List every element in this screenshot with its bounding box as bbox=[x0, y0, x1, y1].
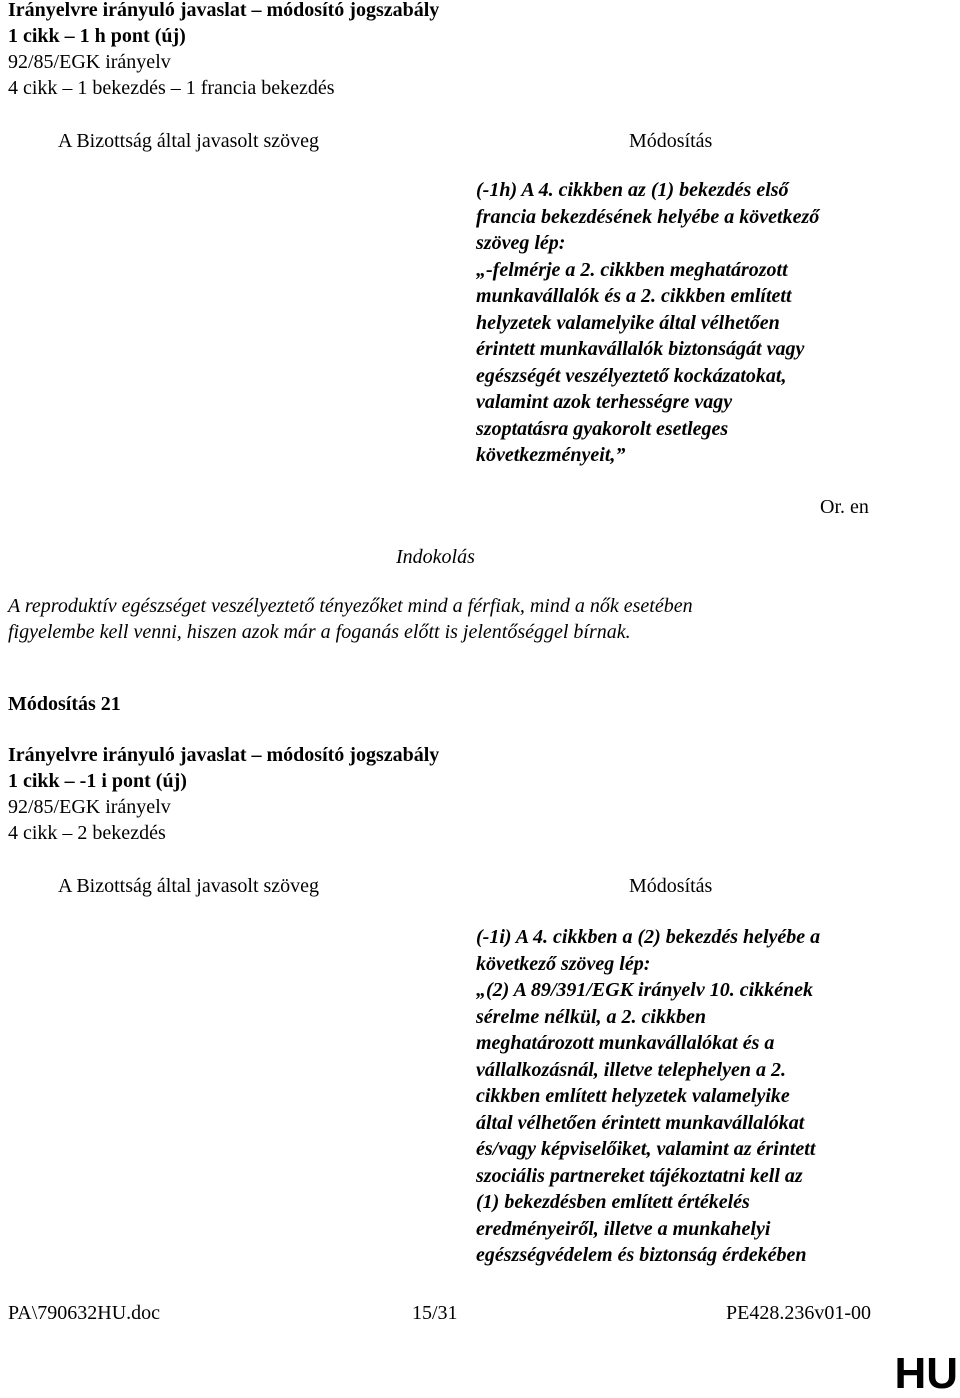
amendment-text-line: valamint azok terhességre vagy bbox=[476, 391, 733, 413]
amendment-text-line: „-felmérje a 2. cikkben meghatározott bbox=[476, 258, 788, 281]
amendment-text-line: következő szöveg lép: bbox=[476, 952, 651, 975]
amendment-text-line: eredményeiről, illetve a munkahelyi bbox=[476, 1217, 771, 1240]
amendment-header-line1: Irányelvre irányuló javaslat – módosító jogszabály bbox=[8, 0, 440, 21]
footer-page-number: 15/31 bbox=[412, 1302, 458, 1324]
amendment-text-line: következményeit,” bbox=[476, 444, 626, 466]
amendment-text-line: szociális partnereket tájékoztatni kell az bbox=[476, 1164, 803, 1187]
amendment-text-line: (1) bekezdésben említett értékelés bbox=[476, 1191, 750, 1213]
amendment-header-line4: 4 cikk – 1 bekezdés – 1 francia bekezdés bbox=[8, 77, 335, 99]
amendment-text-line: egészségét veszélyeztető kockázatokat, bbox=[476, 364, 787, 387]
amendment-header-line3: 92/85/EGK irányelv bbox=[8, 796, 171, 818]
justification-heading: Indokolás bbox=[396, 546, 475, 568]
amendment-text-line: szoptatásra gyakorolt esetleges bbox=[476, 417, 729, 440]
amendment-header-line2: 1 cikk – -1 i pont (új) bbox=[8, 770, 187, 792]
amendment-text-line: „(2) A 89/391/EGK irányelv 10. cikkének bbox=[476, 979, 814, 1001]
justification-line: A reproduktív egészséget veszélyeztető tényezőket mind a férfiak, mind a nők esetében bbox=[8, 595, 693, 617]
amendment-column-heading: Módosítás bbox=[629, 130, 713, 152]
commission-text-heading: A Bizottság által javasolt szöveg bbox=[58, 875, 320, 897]
amendment-text-line: szöveg lép: bbox=[476, 232, 566, 254]
commission-text-heading: A Bizottság által javasolt szöveg bbox=[58, 130, 320, 152]
amendment-text-line: cikkben említett helyzetek valamelyike bbox=[476, 1085, 790, 1107]
amendment-text-line: érintett munkavállalók biztonságát vagy bbox=[476, 338, 805, 360]
amendment-title: Módosítás 21 bbox=[8, 693, 121, 715]
amendment-header-line1: Irányelvre irányuló javaslat – módosító jogszabály bbox=[8, 744, 440, 766]
footer-pe-ref: PE428.236v01-00 bbox=[726, 1302, 871, 1324]
amendment-header-line4: 4 cikk – 2 bekezdés bbox=[8, 822, 166, 844]
language-mark: HU bbox=[894, 1349, 958, 1398]
amendment-text-line: helyzetek valamelyike által vélhetően bbox=[476, 311, 780, 334]
amendment-text-line: (-1i) A 4. cikkben a (2) bekezdés helyébe a bbox=[476, 926, 821, 948]
amendment-text-line: egészségvédelem és biztonság érdekében bbox=[476, 1244, 807, 1266]
amendment-text-line: sérelme nélkül, a 2. cikkben bbox=[476, 1005, 706, 1028]
amendment-text-line: francia bekezdésének helyébe a következő bbox=[476, 205, 820, 228]
amendment-text-block bbox=[476, 177, 896, 469]
amendment-text-line: (-1h) A 4. cikkben az (1) bekezdés első bbox=[476, 179, 789, 201]
amendment-column-heading: Módosítás bbox=[629, 875, 713, 897]
amendment-header-line3: 92/85/EGK irányelv bbox=[8, 51, 171, 73]
footer-doc-ref: PA\790632HU.doc bbox=[8, 1302, 161, 1324]
amendment-text-block bbox=[476, 924, 896, 1269]
amendment-header-line2: 1 cikk – 1 h pont (új) bbox=[8, 25, 186, 47]
amendment-text-line: meghatározott munkavállalókat és a bbox=[476, 1032, 775, 1054]
justification-line: figyelembe kell venni, hiszen azok már a foganás előtt is jelentőséggel bírnak. bbox=[8, 621, 631, 643]
amendment-text-line: vállalkozásnál, illetve telephelyen a 2. bbox=[476, 1058, 786, 1081]
justification-text bbox=[8, 593, 693, 645]
amendment-text-line: és/vagy képviselőiket, valamint az érintett bbox=[476, 1138, 816, 1160]
original-language: Or. en bbox=[820, 496, 869, 518]
amendment-text-line: munkavállalók és a 2. cikkben említett bbox=[476, 285, 792, 307]
amendment-text-line: által vélhetően érintett munkavállalókat bbox=[476, 1111, 805, 1134]
